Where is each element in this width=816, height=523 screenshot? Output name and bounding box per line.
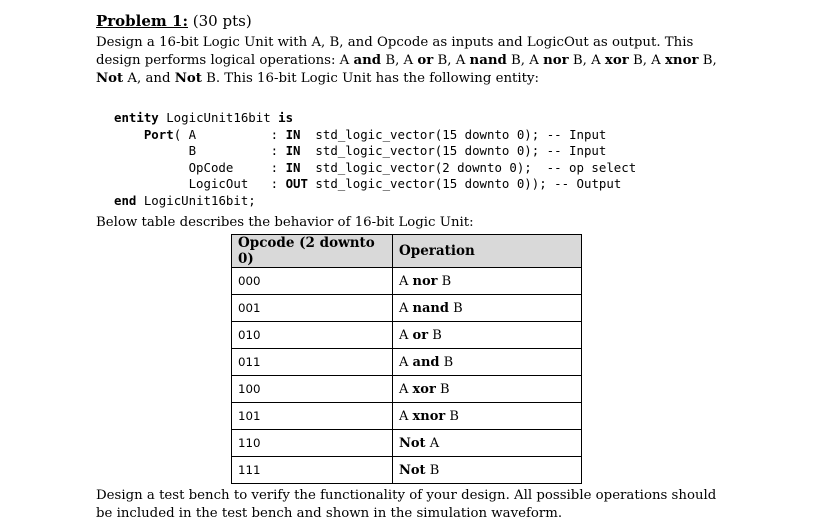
- code-text: std_logic_vector(15 downto 0); -- Input: [300, 126, 607, 142]
- operation-operand: B: [445, 408, 459, 424]
- opcode-cell: 001: [232, 295, 393, 322]
- operation-cell: [393, 403, 582, 430]
- operation-operand: A: [399, 300, 413, 316]
- opcode-cell: 010: [232, 322, 393, 349]
- operation-operand: B: [439, 354, 454, 370]
- document-page: [96, 12, 736, 521]
- opcode-table: [231, 234, 582, 484]
- code-text: std_logic_vector(15 downto 0); -- Input: [300, 143, 607, 159]
- code-keyword: end: [114, 192, 137, 208]
- table-intro-text: Below table describes the behavior of 16-bit Logic Unit:: [96, 215, 474, 230]
- code-keyword: Port: [114, 126, 174, 142]
- problem-label: Problem 1:: [96, 12, 188, 30]
- code-keyword: IN: [285, 143, 301, 159]
- code-text: OpCode :: [114, 159, 286, 175]
- opcode-cell: 011: [232, 349, 393, 376]
- operation-operand: B: [448, 300, 463, 316]
- intro-paragraph: [96, 34, 736, 88]
- code-keyword: entity: [114, 110, 159, 125]
- intro-keyword: Not: [174, 71, 202, 86]
- problem-heading: [96, 12, 736, 30]
- intro-keyword: Not: [96, 71, 124, 86]
- code-text: ( A :: [173, 126, 286, 142]
- operation-operand: B: [435, 381, 450, 397]
- code-keyword: IN: [285, 159, 301, 175]
- operation-keyword: nand: [412, 300, 449, 316]
- operation-operand: A: [399, 273, 413, 289]
- intro-text: B, A: [506, 53, 544, 68]
- code-text: std_logic_vector(2 downto 0); -- op select: [300, 159, 637, 175]
- header-opcode: Opcode (2 downto 0): [232, 235, 393, 268]
- opcode-cell: 101: [232, 403, 393, 430]
- operation-keyword: xor: [412, 381, 436, 397]
- opcode-cell: 110: [232, 430, 393, 457]
- header-operation: Operation: [393, 235, 582, 268]
- intro-text: B, A: [568, 53, 605, 68]
- table-row: [232, 295, 582, 322]
- intro-text: B,: [698, 53, 717, 68]
- operation-operand: A: [399, 381, 413, 397]
- footer-paragraph: Design a test bench to verify the functionality of your design. All possible operations should be included in the test bench and shown in the simulation waveform.: [96, 488, 717, 521]
- table-row: [232, 376, 582, 403]
- code-keyword: is: [278, 110, 294, 125]
- code-text: LogicUnit16bit;: [136, 192, 256, 208]
- operation-operand: B: [437, 273, 452, 289]
- table-row: [232, 268, 582, 295]
- operation-operand: B: [425, 462, 440, 478]
- intro-text: B. This 16-bit Logic Unit has the following entity:: [201, 71, 539, 86]
- code-keyword: OUT: [285, 176, 308, 192]
- code-text: std_logic_vector(15 downto 0)); -- Output: [307, 176, 622, 192]
- table-row: [232, 403, 582, 430]
- table-row: [232, 349, 582, 376]
- table-row: [232, 430, 582, 457]
- operation-cell: [393, 430, 582, 457]
- operation-cell: [393, 268, 582, 295]
- code-line-port-logicout: [114, 176, 636, 193]
- intro-text: B, A: [433, 53, 470, 68]
- code-text: B :: [114, 143, 286, 159]
- code-text: LogicOut :: [114, 176, 286, 192]
- operation-cell: [393, 295, 582, 322]
- operation-operand: B: [428, 327, 442, 343]
- intro-text: B, A: [628, 53, 665, 68]
- table-row: [232, 322, 582, 349]
- intro-keyword: nor: [543, 53, 569, 68]
- operation-cell: [393, 457, 582, 484]
- entity-code-block: [114, 110, 636, 210]
- intro-text: A, and: [123, 71, 175, 86]
- code-text: LogicUnit16bit: [158, 110, 279, 125]
- opcode-cell: 111: [232, 457, 393, 484]
- operation-operand: A: [399, 327, 413, 343]
- opcode-cell: 000: [232, 268, 393, 295]
- operation-cell: [393, 376, 582, 403]
- problem-points: (30 pts): [192, 12, 252, 30]
- intro-text: Design a 16-bit Logic Unit with A, B, and Opcode as inputs and LogicOut as output. This design performs logical operations: A: [96, 35, 694, 68]
- table-header-row: [232, 235, 582, 268]
- operation-keyword: Not: [399, 462, 426, 478]
- table-body: [232, 268, 582, 484]
- operation-keyword: or: [412, 327, 429, 343]
- operation-keyword: xnor: [412, 408, 446, 424]
- intro-keyword: or: [417, 53, 434, 68]
- intro-keyword: xnor: [665, 53, 699, 68]
- intro-keyword: xor: [604, 53, 629, 68]
- code-line-port-a: [114, 127, 636, 144]
- operation-operand: A: [399, 408, 413, 424]
- operation-cell: [393, 349, 582, 376]
- operation-keyword: Not: [399, 435, 426, 451]
- operation-operand: A: [425, 435, 440, 451]
- code-line-end: [114, 193, 636, 210]
- code-keyword: IN: [285, 126, 301, 142]
- code-line-entity: [114, 110, 636, 127]
- intro-text: B, A: [381, 53, 418, 68]
- code-line-port-opcode: [114, 160, 636, 177]
- intro-keyword: and: [353, 53, 382, 68]
- code-line-port-b: [114, 143, 636, 160]
- operation-cell: [393, 322, 582, 349]
- intro-keyword: nand: [469, 53, 507, 68]
- operation-keyword: nor: [412, 273, 438, 289]
- table-row: [232, 457, 582, 484]
- opcode-cell: 100: [232, 376, 393, 403]
- operation-keyword: and: [412, 354, 440, 370]
- operation-operand: A: [399, 354, 413, 370]
